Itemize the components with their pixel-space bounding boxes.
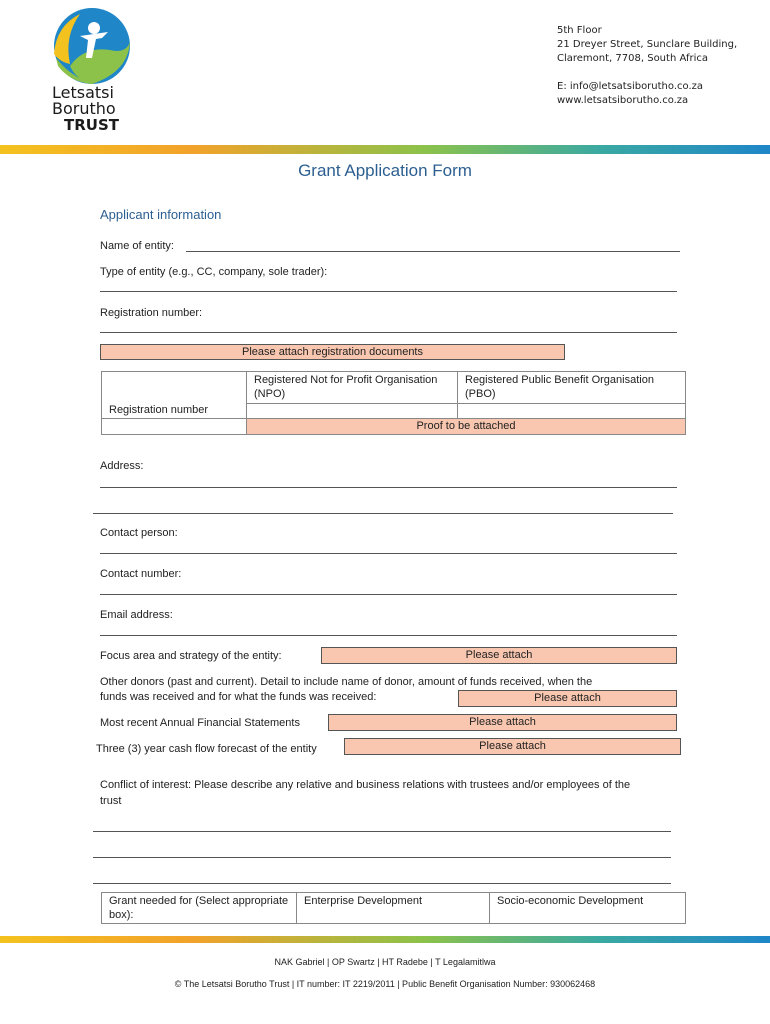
contact-person-field[interactable]: [100, 553, 677, 554]
logo-line-3: TRUST: [64, 116, 119, 134]
registration-number-row: [102, 403, 686, 418]
type-of-entity-field[interactable]: [100, 291, 677, 292]
pbo-header-cell: Registered Public Benefit Organisation (PBO): [458, 372, 686, 404]
header-color-band: [0, 145, 770, 154]
footer-copyright: © The Letsatsi Borutho Trust | IT number: IT 2219/2011 | Public Benefit Organisation Number: 930062468: [174, 979, 596, 989]
name-of-entity-field[interactable]: [186, 251, 680, 252]
email-address-field[interactable]: [100, 635, 677, 636]
cash-flow-forecast-label: Three (3) year cash flow forecast of the entity: [96, 743, 317, 755]
address-line-3: Claremont, 7708, South Africa: [557, 53, 708, 64]
grant-needed-table: [101, 892, 686, 924]
focus-area-attach-box[interactable]: Please attach: [321, 647, 677, 664]
attach-registration-documents-box[interactable]: Please attach registration documents: [100, 344, 565, 360]
proof-row-blank-cell: [102, 418, 247, 434]
enterprise-development-option[interactable]: Enterprise Development: [297, 893, 490, 924]
registration-number-label: Registration number:: [100, 307, 203, 319]
section-applicant-information: Applicant information: [100, 207, 222, 222]
cash-flow-forecast-attach-box[interactable]: Please attach: [344, 738, 681, 755]
proof-to-be-attached-cell[interactable]: Proof to be attached: [247, 418, 686, 434]
contact-number-label: Contact number:: [100, 568, 182, 580]
conflict-of-interest-field-line-2[interactable]: [93, 857, 671, 858]
sun-figure-logo-icon: [50, 6, 134, 86]
form-title: Grant Application Form: [298, 161, 472, 180]
conflict-of-interest-field-line-3[interactable]: [93, 883, 671, 884]
npo-registration-number-cell[interactable]: [247, 403, 458, 418]
type-of-entity-label: Type of entity (e.g., CC, company, sole trader):: [100, 266, 328, 278]
address-field-line-2[interactable]: [93, 513, 673, 514]
conflict-of-interest-label-line-1: Conflict of interest: Please describe any relative and business relations with trustees and/or employees of the: [100, 779, 631, 791]
registration-table-blank-cell: [102, 372, 247, 404]
address-line-2: 21 Dreyer Street, Sunclare Building,: [557, 39, 738, 50]
annual-financial-statements-label: Most recent Annual Financial Statements: [100, 717, 300, 729]
logo: [48, 6, 138, 134]
contact-person-label: Contact person:: [100, 527, 178, 539]
pbo-registration-number-cell[interactable]: [458, 403, 686, 418]
email-contact: E: info@letsatsiborutho.co.za: [557, 81, 704, 92]
address-block: [557, 24, 737, 108]
npo-header-cell: Registered Not for Profit Organisation (NPO): [247, 372, 458, 404]
website-contact: www.letsatsiborutho.co.za: [557, 95, 689, 106]
footer-trustees: NAK Gabriel | OP Swartz | HT Radebe | T Legalamitlwa: [274, 957, 496, 967]
address-label: Address:: [100, 460, 144, 472]
grant-needed-label: Grant needed for (Select appropriate box):: [102, 893, 297, 924]
focus-area-label: Focus area and strategy of the entity:: [100, 650, 282, 662]
conflict-of-interest-label-line-2: trust: [100, 795, 122, 807]
footer-color-band: [0, 936, 770, 943]
logo-line-1: Letsatsi: [52, 83, 114, 102]
other-donors-label-line-2: funds was received and for what the funds was received:: [100, 691, 377, 703]
address-field-line-1[interactable]: [100, 487, 677, 488]
registration-table-header-row: [102, 372, 686, 404]
grant-needed-row: [102, 893, 686, 924]
conflict-of-interest-field-line-1[interactable]: [93, 831, 671, 832]
address-line-1: 5th Floor: [557, 25, 602, 36]
logo-line-2: Borutho: [52, 99, 116, 118]
email-address-label: Email address:: [100, 609, 173, 621]
proof-row: [102, 418, 686, 434]
registration-table: [101, 371, 686, 435]
name-of-entity-label: Name of entity:: [100, 240, 174, 252]
other-donors-attach-box[interactable]: Please attach: [458, 690, 677, 707]
socio-economic-development-option[interactable]: Socio-economic Development: [490, 893, 686, 924]
annual-financial-statements-attach-box[interactable]: Please attach: [328, 714, 677, 731]
registration-number-row-label: Registration number: [102, 403, 247, 418]
contact-number-field[interactable]: [100, 594, 677, 595]
registration-number-field[interactable]: [100, 332, 677, 333]
other-donors-label-line-1: Other donors (past and current). Detail to include name of donor, amount of funds received, when the: [100, 676, 593, 688]
